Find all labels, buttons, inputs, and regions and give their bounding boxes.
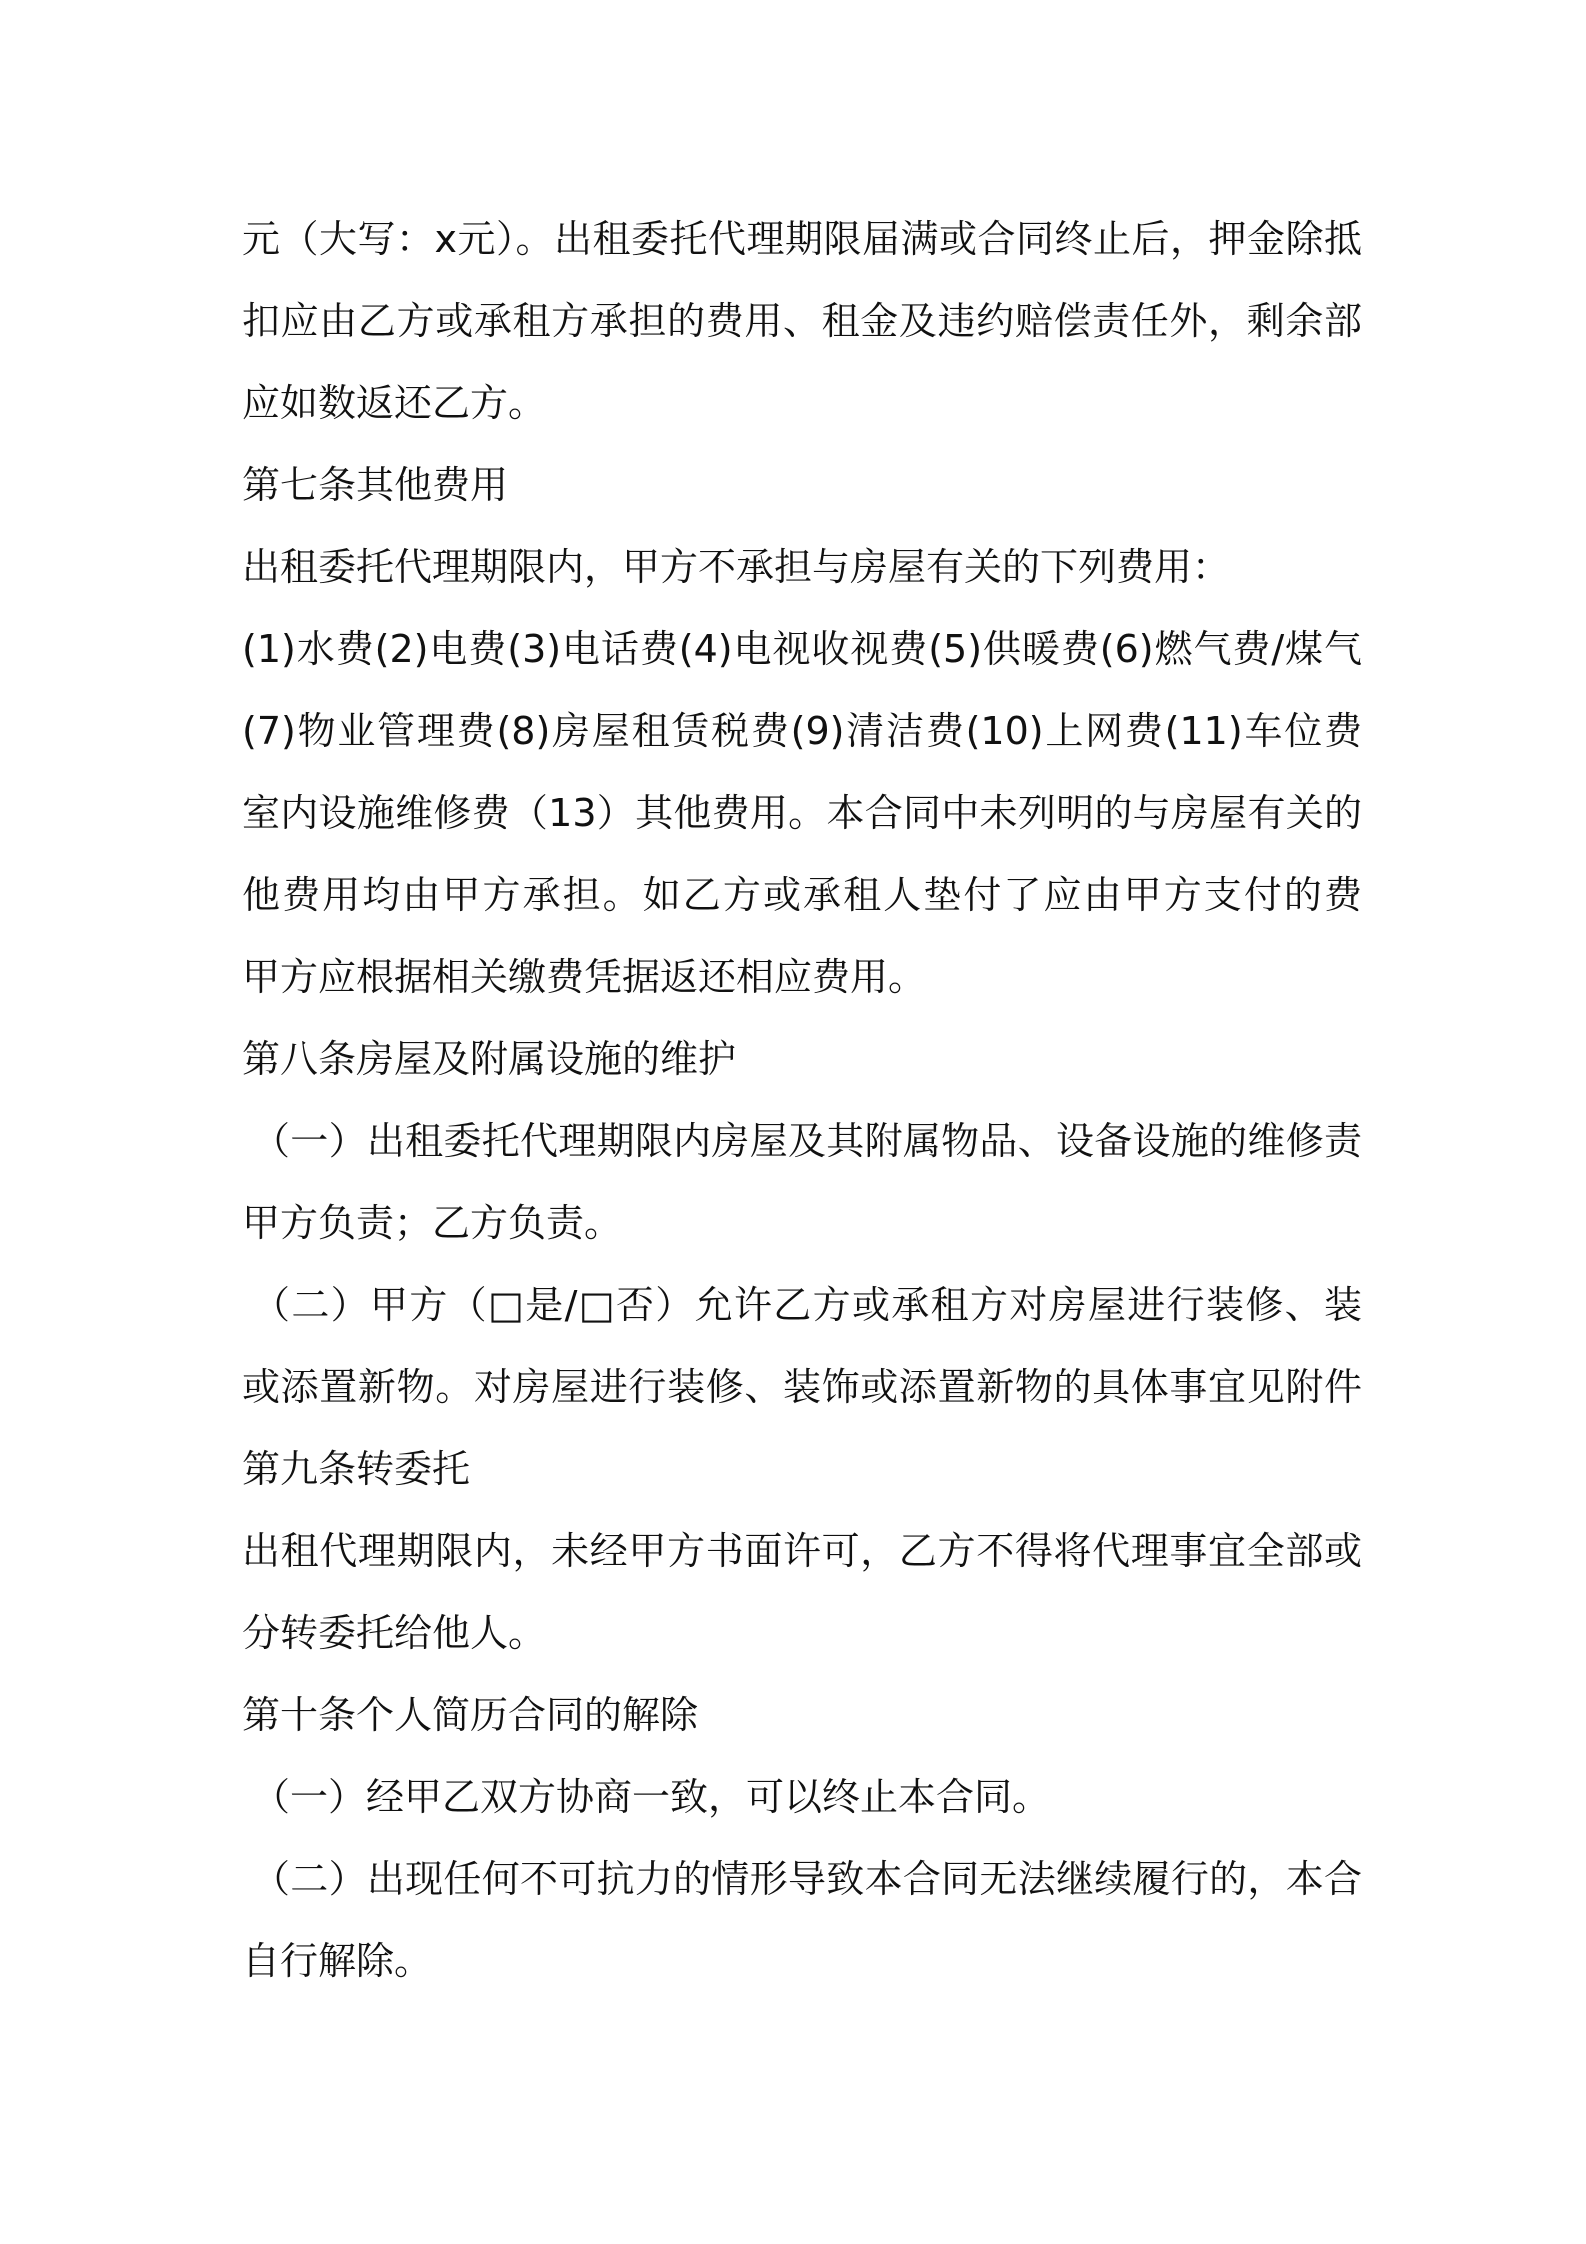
paragraph-line: 出租委托代理期限内，甲方不承担与房屋有关的下列费用： [242,545,1231,589]
section-heading-article-8: 第八条房屋及附属设施的维护 [242,1037,737,1081]
paragraph-line: 扣应由乙方或承租方承担的费用、租金及违约赔偿责任外，剩余部 [242,299,1362,343]
paragraph-line: 甲方负责；乙方负责。 [242,1201,623,1245]
section-heading-article-9: 第九条转委托 [242,1447,471,1491]
paragraph-line: （一）出租委托代理期限内房屋及其附属物品、设备设施的维修责 [252,1119,1362,1163]
paragraph-line: 应如数返还乙方。 [242,381,547,425]
paragraph-line: 他费用均由甲方承担。如乙方或承租人垫付了应由甲方支付的费 [242,873,1362,917]
paragraph-line: 室内设施维修费（13）其他费用。本合同中未列明的与房屋有关的 [242,791,1362,835]
document-body [242,198,1362,2002]
section-heading-article-7: 第七条其他费用 [242,463,509,507]
paragraph-line: 自行解除。 [242,1939,433,1983]
paragraph-line: （一）经甲乙双方协商一致，可以终止本合同。 [252,1775,1051,1819]
paragraph-line: （二）出现任何不可抗力的情形导致本合同无法继续履行的，本合 [252,1857,1362,1901]
paragraph-line: 甲方应根据相关缴费凭据返还相应费用。 [242,955,927,999]
paragraph-line: 分转委托给他人。 [242,1611,547,1655]
paragraph-line: (7)物业管理费(8)房屋租赁税费(9)清洁费(10)上网费(11)车位费 [242,709,1362,753]
paragraph-line: 或添置新物。对房屋进行装修、装饰或添置新物的具体事宜见附件 [242,1365,1362,1409]
paragraph-line: （二）甲方（□是/□否）允许乙方或承租方对房屋进行装修、装 [252,1283,1362,1327]
paragraph-line: 元（大写：x元）。出租委托代理期限届满或合同终止后，押金除抵 [242,217,1362,261]
paragraph-line: (1)水费(2)电费(3)电话费(4)电视收视费(5)供暖费(6)燃气费/煤气 [242,627,1362,671]
section-heading-article-10: 第十条个人简历合同的解除 [242,1693,699,1737]
paragraph-line: 出租代理期限内，未经甲方书面许可，乙方不得将代理事宜全部或 [242,1529,1362,1573]
